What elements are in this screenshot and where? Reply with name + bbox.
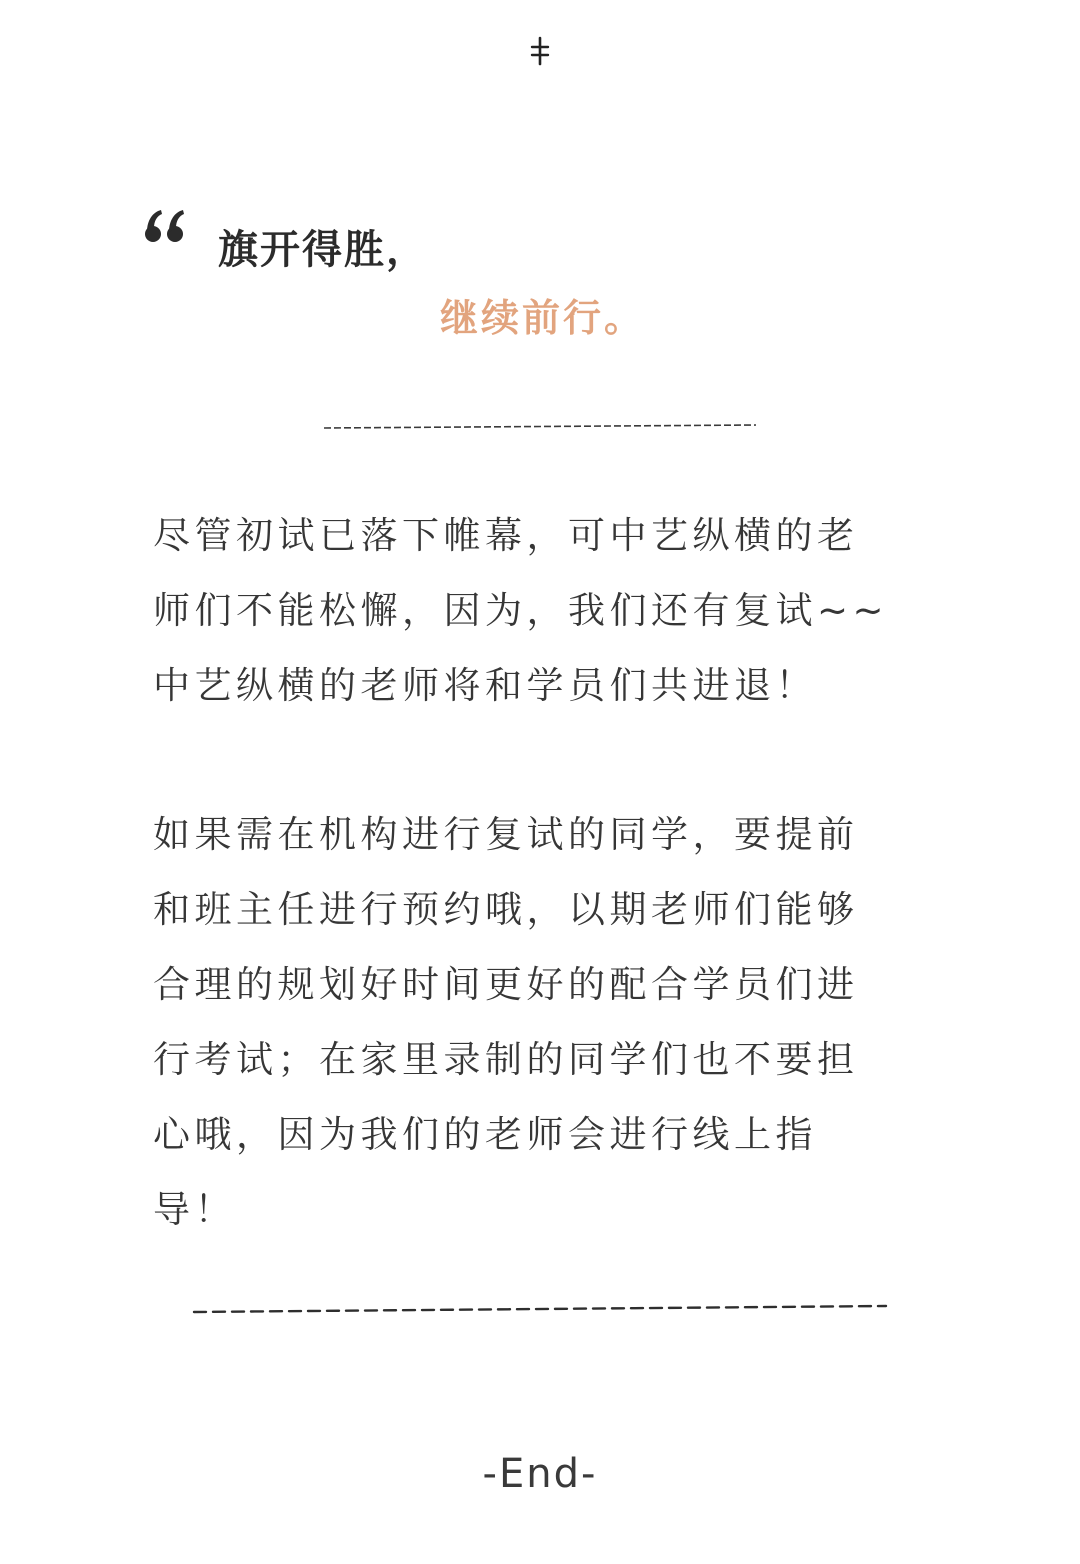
- paragraph-2-line: 心哦，因为我们的老师会进行线上指: [153, 1113, 817, 1156]
- paragraph-2: [153, 797, 927, 1247]
- dashed-divider-bottom: [192, 1298, 888, 1318]
- paragraph-1-line: 尽管初试已落下帷幕，可中艺纵横的老: [153, 514, 859, 557]
- paragraph-2-line: 和班主任进行预约哦，以期老师们能够: [153, 888, 859, 931]
- paragraph-1-line: 中艺纵横的老师将和学员们共进退！: [153, 664, 817, 707]
- paragraph-1-line: 师们不能松懈，因为，我们还有复试~~: [153, 589, 889, 632]
- headline-line-1: 旗开得胜，: [218, 227, 428, 273]
- end-mark: -End-: [482, 1451, 598, 1497]
- paragraph-2-line: 导！: [153, 1188, 236, 1231]
- quote-mark-icon: [143, 206, 187, 246]
- paragraph-1: [153, 498, 927, 723]
- paragraph-2-line: 行考试；在家里录制的同学们也不要担: [153, 1038, 859, 1081]
- dashed-divider-top: [322, 418, 758, 434]
- headline-line-2: 继续前行。: [440, 296, 646, 340]
- top-ornament-icon: [527, 34, 553, 74]
- paragraph-2-line: 合理的规划好时间更好的配合学员们进: [153, 963, 859, 1006]
- paragraph-2-line: 如果需在机构进行复试的同学，要提前: [153, 813, 859, 856]
